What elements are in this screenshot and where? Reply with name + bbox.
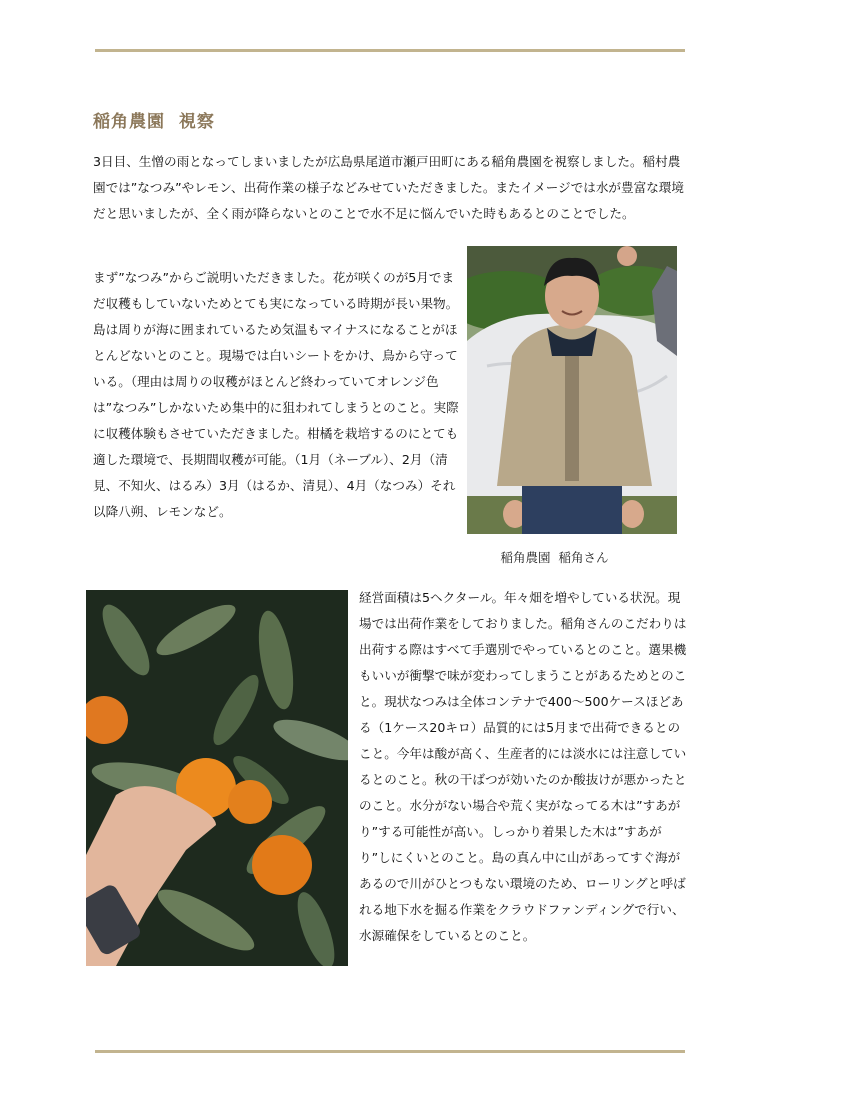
citrus-photo (86, 590, 348, 966)
intro-paragraph: 3日目、生憎の雨となってしまいましたが広島県尾道市瀬戸田町にある稲角農園を視察しました。稲村農園では”なつみ”やレモン、出荷作業の様子などみせていただきました。またイメージでは水が豊富な環境だと思いましたが、全く雨が降らないとのことで水不足に悩んでいた時もあるとのことでした。 (93, 154, 684, 221)
farm-operations-paragraph: 経営面積は5ヘクタール。年々畑を増やしている状況。現場では出荷作業をしておりました。稲角さんのこだわりは出荷する際はすべて手選別でやっているとのこと。選果機もいいが衝撃で味が変わってしまうことがあるためとのこと。現状なつみは全体コンテナで400〜500ケースほどある（1ケース20キロ）品質的には5月まで出荷できるとのこと。今年は酸が高く、生産者的には淡水には注意しているとのこと。秋の干ばつが効いたのか酸抜けが悪かったとのこと。水分がない場合や荒く実がなってる木は”すあがり”する可能性が高い。しっかり着果した木は”すあがり”しにくいとのこと。島の真ん中に山があってすぐ海があるので川がひとつもない環境のため、ローリングと呼ばれる地下水を掘る作業をクラウドファンディングで行い、水源確保をしているとのこと。 (359, 590, 687, 943)
page-title: 稲角農園 視察 (93, 112, 215, 132)
bottom-rule (95, 1050, 685, 1053)
top-rule (95, 49, 685, 52)
farmer-photo (467, 246, 677, 534)
photo-caption: 稲角農園 稲角さん (500, 550, 609, 565)
natsumi-paragraph: まず”なつみ”からご説明いただきました。花が咲くのが5月でまだ収穫もしていないためとても実になっている時期が長い果物。島は周りが海に囲まれているため気温もマイナスになることがほとんどないとのこと。現場では白いシートをかけ、鳥から守っている。（理由は周りの収穫がほとんど終わっていてオレンジ色は”なつみ”しかないため集中的に狙われてしまうとのこと。実際に収穫体験もさせていただきました。柑橘を栽培するのにとても適した環境で、長期間収穫が可能。（1月（ネーブル）、2月（清見、不知火、はるみ）3月（はるか、清見）、4月（なつみ）それ以降八朔、レモンなど。 (93, 270, 459, 519)
